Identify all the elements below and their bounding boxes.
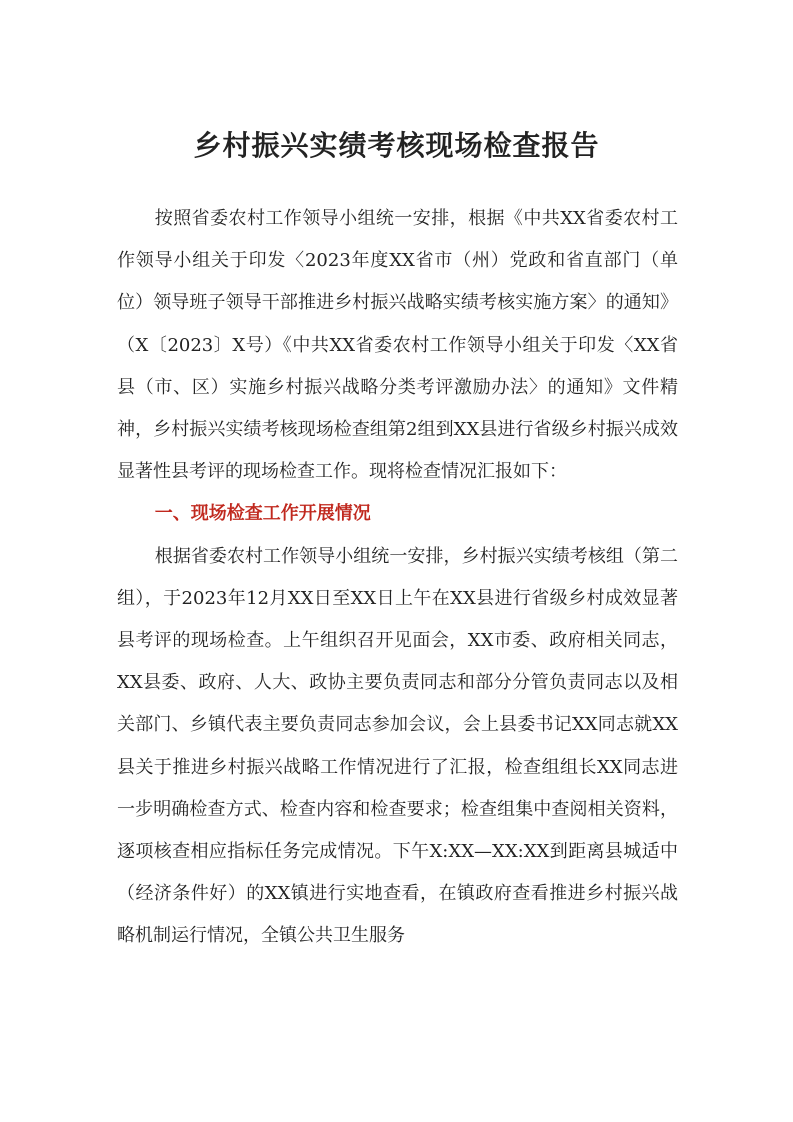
section-heading: 一、现场检查工作开展情况 — [154, 503, 371, 525]
document-body — [117, 198, 678, 958]
intro-paragraph: 按照省委农村工作领导小组统一安排，根据《中共XX省委农村工作领导小组关于印发〈2023年度XX省市（州）党政和省直部门（单位）领导班子领导干部推进乡村振兴战略实绩考核实施方案〉的通知》（X〔2023〕X号）《中共XX省委农村工作领导小组关于印发〈XX省县（市、区）实施乡村振兴战略分类考评激励办法〉的通知》文件精神，乡村振兴实绩考核现场检查组第2组到XX县进行省级乡村振兴成效显著性县考评的现场检查工作。现将检查情况汇报如下： — [117, 208, 678, 483]
document-title: 乡村振兴实绩考核现场检查报告 — [193, 129, 600, 162]
section-paragraph: 根据省委农村工作领导小组统一安排，乡村振兴实绩考核组（第二组），于2023年12月XX日至XX日上午在XX县进行省级乡村成效显著县考评的现场检查。上午组织召开见面会，XX市委、政府相关同志，XX县委、政府、人大、政协主要负责同志和部分分管负责同志以及相关部门、乡镇代表主要负责同志参加会议，会上县委书记XX同志就XX县关于推进乡村振兴战略工作情况进行了汇报，检查组组长XX同志进一步明确检查方式、检查内容和检查要求；检查组集中查阅相关资料，逐项核查相应指标任务完成情况。下午X:XX—XX:XX到距离县城适中（经济条件好）的XX镇进行实地查看，在镇政府查看推进乡村振兴战略机制运行情况，全镇公共卫生服务 — [117, 545, 678, 947]
